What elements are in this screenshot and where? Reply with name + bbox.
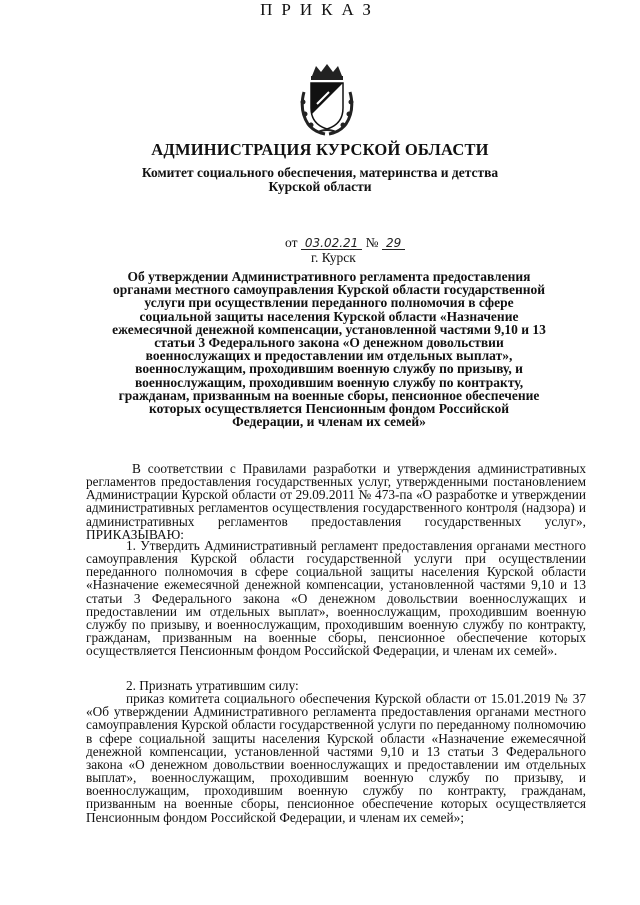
- item-1-paragraph: 1. Утвердить Административный регламент предоставления органами местного самоуправления Курской области государственной услуги при осуществлении переданного полномочия в сфере социальной защиты населения Курской области «Назначение ежемесячной денежной компенсации, установленной частями 9,10 и 13 статьи 3 Федерального закона «О денежном довольствии военнослужащих и предоставлении им отдельных выплат», военнослужащим, проходившим военную службу по призыву, и военнослужащим, проходившим военную службу по контракту, гражданам, призванным на военные сборы, пенсионное обеспечение которых осуществляется Пенсионным фондом Российской Федерации, и членам их семей».: [86, 538, 586, 659]
- item-2-section: [86, 679, 586, 824]
- organization-title: АДМИНИСТРАЦИЯ КУРСКОЙ ОБЛАСТИ: [151, 140, 489, 159]
- committee-line-2: Курской области: [268, 179, 372, 194]
- order-date-handwritten: 03.02.21: [301, 238, 362, 250]
- order-number-handwritten: 29: [382, 238, 405, 250]
- item-2-heading: 2. Признать утратившим силу:: [126, 678, 299, 693]
- committee-name: [0, 166, 640, 194]
- number-sign: №: [365, 235, 379, 250]
- order-city: г. Курск: [311, 250, 356, 265]
- coat-of-arms-icon: [298, 62, 356, 136]
- preamble-paragraph: В соответствии с Правилами разработки и утверждения административных регламентов предоставления государственных услуг, утвержденными постановлением Администрации Курской области от 29.09.2011 № 473-па «О разработке и утверждении административных регламентов осуществления государственного контроля (надзора) и административных регламентов предоставления государственных услуг», ПРИКАЗЫВАЮ:: [86, 461, 586, 542]
- item-2-paragraph: приказ комитета социального обеспечения Курской области от 15.01.2019 № 37 «Об утверждении Административного регламента предоставления органами местного самоуправления Курской области государственной услуги по переданному полномочию в сфере социальной защиты населения Курской области «Назначение ежемесячной денежной компенсации, установленной частями 9,10 и 13 статьи 3 Федерального закона «О денежном довольствии военнослужащих и предоставлении им отдельных выплат», военнослужащим, проходившим военную службу по призыву, и военнослужащим, проходившим военную службу по контракту, гражданам, призванным на военные сборы, пенсионное обеспечение которых осуществляется Пенсионным фондом Российской Федерации, и членам их семей»;: [86, 691, 586, 825]
- order-title: Об утверждении Административного регламента предоставления органами местного самоуправления Курской области государственной услуги при осуществлении переданного полномочия в сфере социальной защиты населения Курской области «Назначение ежемесячной денежной компенсации, установленной частями 9,10 и 13 статьи 3 Федерального закона «О денежном довольствии военнослужащих и предоставлении им отдельных выплат», военнослужащим, проходившим военную службу по призыву, и военнослужащим, проходившим военную службу по контракту, гражданам, призванным на военные сборы, пенсионное обеспечение которых осуществляется Пенсионным фондом Российской Федерации, и членам их семей»: [112, 269, 546, 430]
- date-prefix: от: [285, 235, 298, 250]
- order-date-line: [285, 235, 405, 251]
- order-heading: ПРИКАЗ: [260, 0, 380, 19]
- committee-line-1: Комитет социального обеспечения, материнства и детства: [141, 165, 499, 180]
